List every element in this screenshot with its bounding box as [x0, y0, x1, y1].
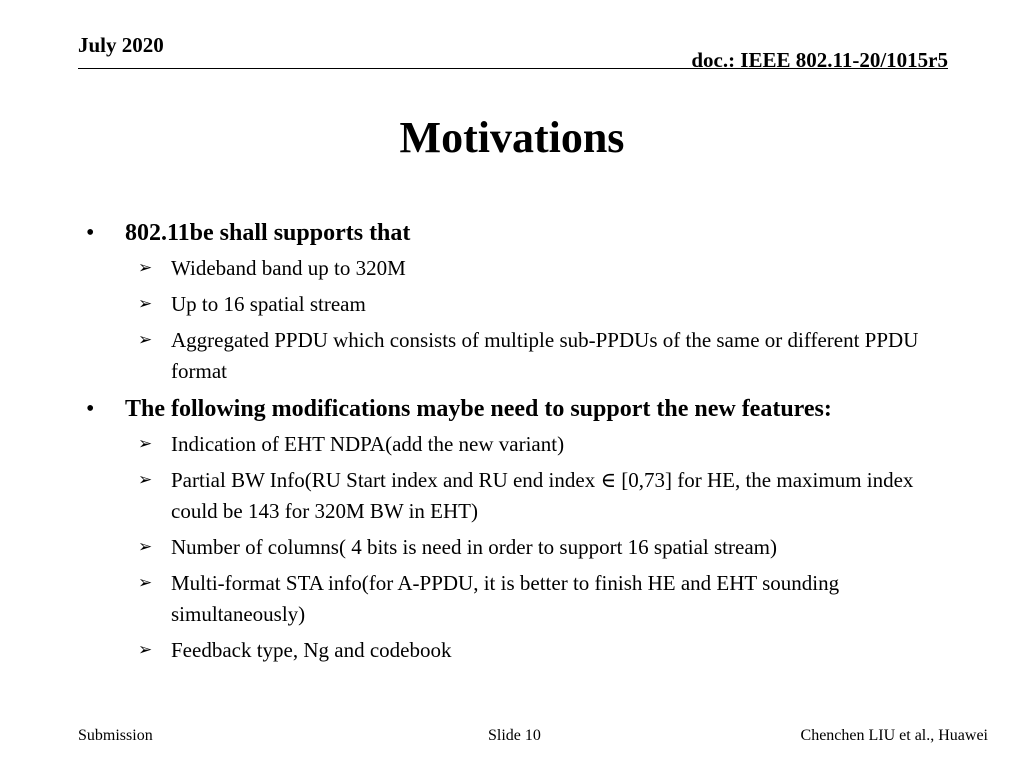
footer-slide-number: Slide 10: [488, 727, 541, 744]
sub-item-text: Wideband band up to 320M: [171, 256, 406, 280]
bullet-text: The following modifications maybe need to support the new features:: [125, 396, 832, 422]
sub-item: [82, 325, 942, 387]
sub-item: [82, 465, 942, 527]
footer-submission: Submission: [78, 727, 153, 744]
header-doc-id: doc.: IEEE 802.11-20/1015r5: [691, 48, 948, 72]
sub-list: [82, 429, 942, 666]
sub-item-text: Up to 16 spatial stream: [171, 292, 366, 316]
bullet-dot-icon: •: [86, 396, 95, 422]
slide-title: Motivations: [399, 113, 625, 162]
arrow-bullet-icon: ➢: [138, 294, 153, 314]
sub-list: [82, 253, 942, 387]
sub-item: [82, 429, 942, 460]
footer-author: Chenchen LIU et al., Huawei: [800, 727, 988, 744]
sub-item-text: Number of columns( 4 bits is need in order to support 16 spatial stream): [171, 535, 777, 559]
sub-item: [82, 532, 942, 563]
arrow-bullet-icon: ➢: [138, 537, 153, 557]
header-divider: [78, 68, 948, 69]
bullet-dot-icon: •: [86, 220, 95, 246]
sub-item-text: Aggregated PPDU which consists of multiple sub-PPDUs of the same or different PPDU format: [171, 328, 919, 383]
sub-item: [82, 568, 942, 630]
arrow-bullet-icon: ➢: [138, 258, 153, 278]
sub-item: [82, 635, 942, 666]
sub-item-text: Indication of EHT NDPA(add the new variant): [171, 432, 565, 456]
bullet-item: [82, 392, 942, 427]
sub-item-text: Multi-format STA info(for A-PPDU, it is better to finish HE and EHT sounding simultaneously): [171, 571, 840, 626]
arrow-bullet-icon: ➢: [138, 640, 153, 660]
sub-item-text: Feedback type, Ng and codebook: [171, 638, 452, 662]
slide-body: [82, 214, 942, 671]
sub-item-text: Partial BW Info(RU Start index and RU end index ∈ [0,73] for HE, the maximum index could be 143 for 320M BW in EHT): [171, 468, 914, 523]
header-date: July 2020: [78, 33, 164, 57]
arrow-bullet-icon: ➢: [138, 470, 153, 490]
sub-item: [82, 289, 942, 320]
arrow-bullet-icon: ➢: [138, 330, 153, 350]
sub-item: [82, 253, 942, 284]
arrow-bullet-icon: ➢: [138, 434, 153, 454]
bullet-text: 802.11be shall supports that: [125, 220, 411, 246]
arrow-bullet-icon: ➢: [138, 573, 153, 593]
bullet-item: [82, 216, 942, 251]
